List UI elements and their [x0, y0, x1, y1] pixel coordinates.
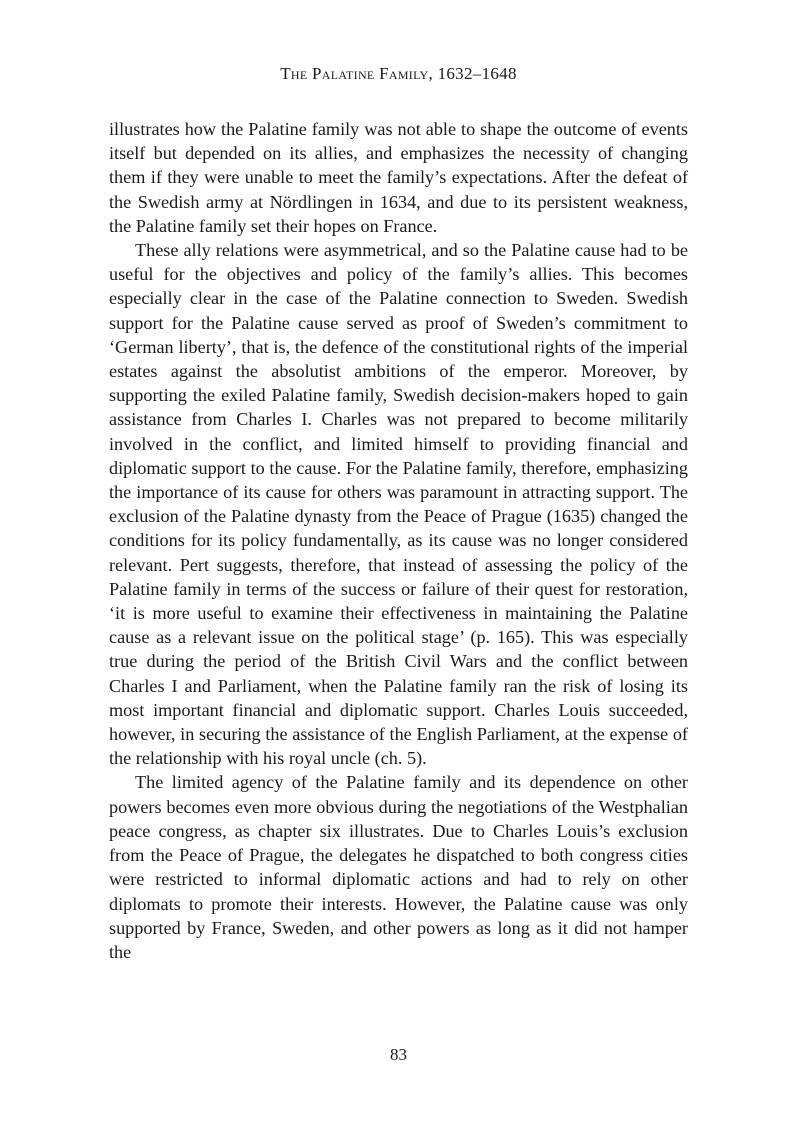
body-text [109, 117, 688, 964]
page-number: 83 [390, 1045, 407, 1064]
paragraph: The limited agency of the Palatine family and its dependence on other powers becomes even more obvious during the negotiations of the Westphalian peace congress, as chapter six illustrates. Due to Charles Louis’s exclusion from the Peace of Prague, the delegates he dispatched to both congress cities were restricted to informal diplomatic actions and had to rely on other diplomats to promote their interests. However, the Palatine cause was only supported by France, Sweden, and other powers as long as it did not hamper the [109, 772, 688, 962]
paragraph: These ally relations were asymmetrical, and so the Palatine cause had to be useful for the objectives and policy of the family’s allies. This becomes especially clear in the case of the Palatine connection to Sweden. Swedish support for the Palatine cause served as proof of Sweden’s commitment to ‘German liberty’, that is, the defence of the constitutional rights of the imperial estates against the absolutist ambitions of the emperor. Moreover, by supporting the exiled Palatine family, Swedish decision-makers hoped to gain assistance from Charles I. Charles was not prepared to become militarily involved in the conflict, and limited himself to providing financial and diplomatic support to the cause. For the Palatine family, therefore, emphasizing the importance of its cause for others was paramount in attracting support. The exclusion of the Palatine dynasty from the Peace of Prague (1635) changed the conditions for its policy fundamentally, as its cause was no longer considered relevant. Pert suggests, therefore, that instead of assessing the policy of the Palatine family in terms of the success or failure of their quest for restoration, ‘it is more useful to examine their effectiveness in maintaining the Palatine cause as a relevant issue on the political stage’ (p. 165). This was especially true during the period of the British Civil Wars and the conflict between Charles I and Parliament, when the Palatine family ran the risk of losing its most important financial and diplomatic support. Charles Louis succeeded, however, in securing the assistance of the English Parliament, at the expense of the relationship with his royal uncle (ch. 5). [109, 240, 688, 769]
paragraph: illustrates how the Palatine family was not able to shape the outcome of events itself but depended on its allies, and emphasizes the necessity of changing them if they were unable to meet the family’s expectations. After the defeat of the Swedish army at Nördlingen in 1634, and due to its persistent weakness, the Palatine family set their hopes on France. [109, 119, 688, 236]
running-head-text: The Palatine Family, 1632–1648 [280, 64, 517, 83]
running-head [0, 63, 797, 85]
